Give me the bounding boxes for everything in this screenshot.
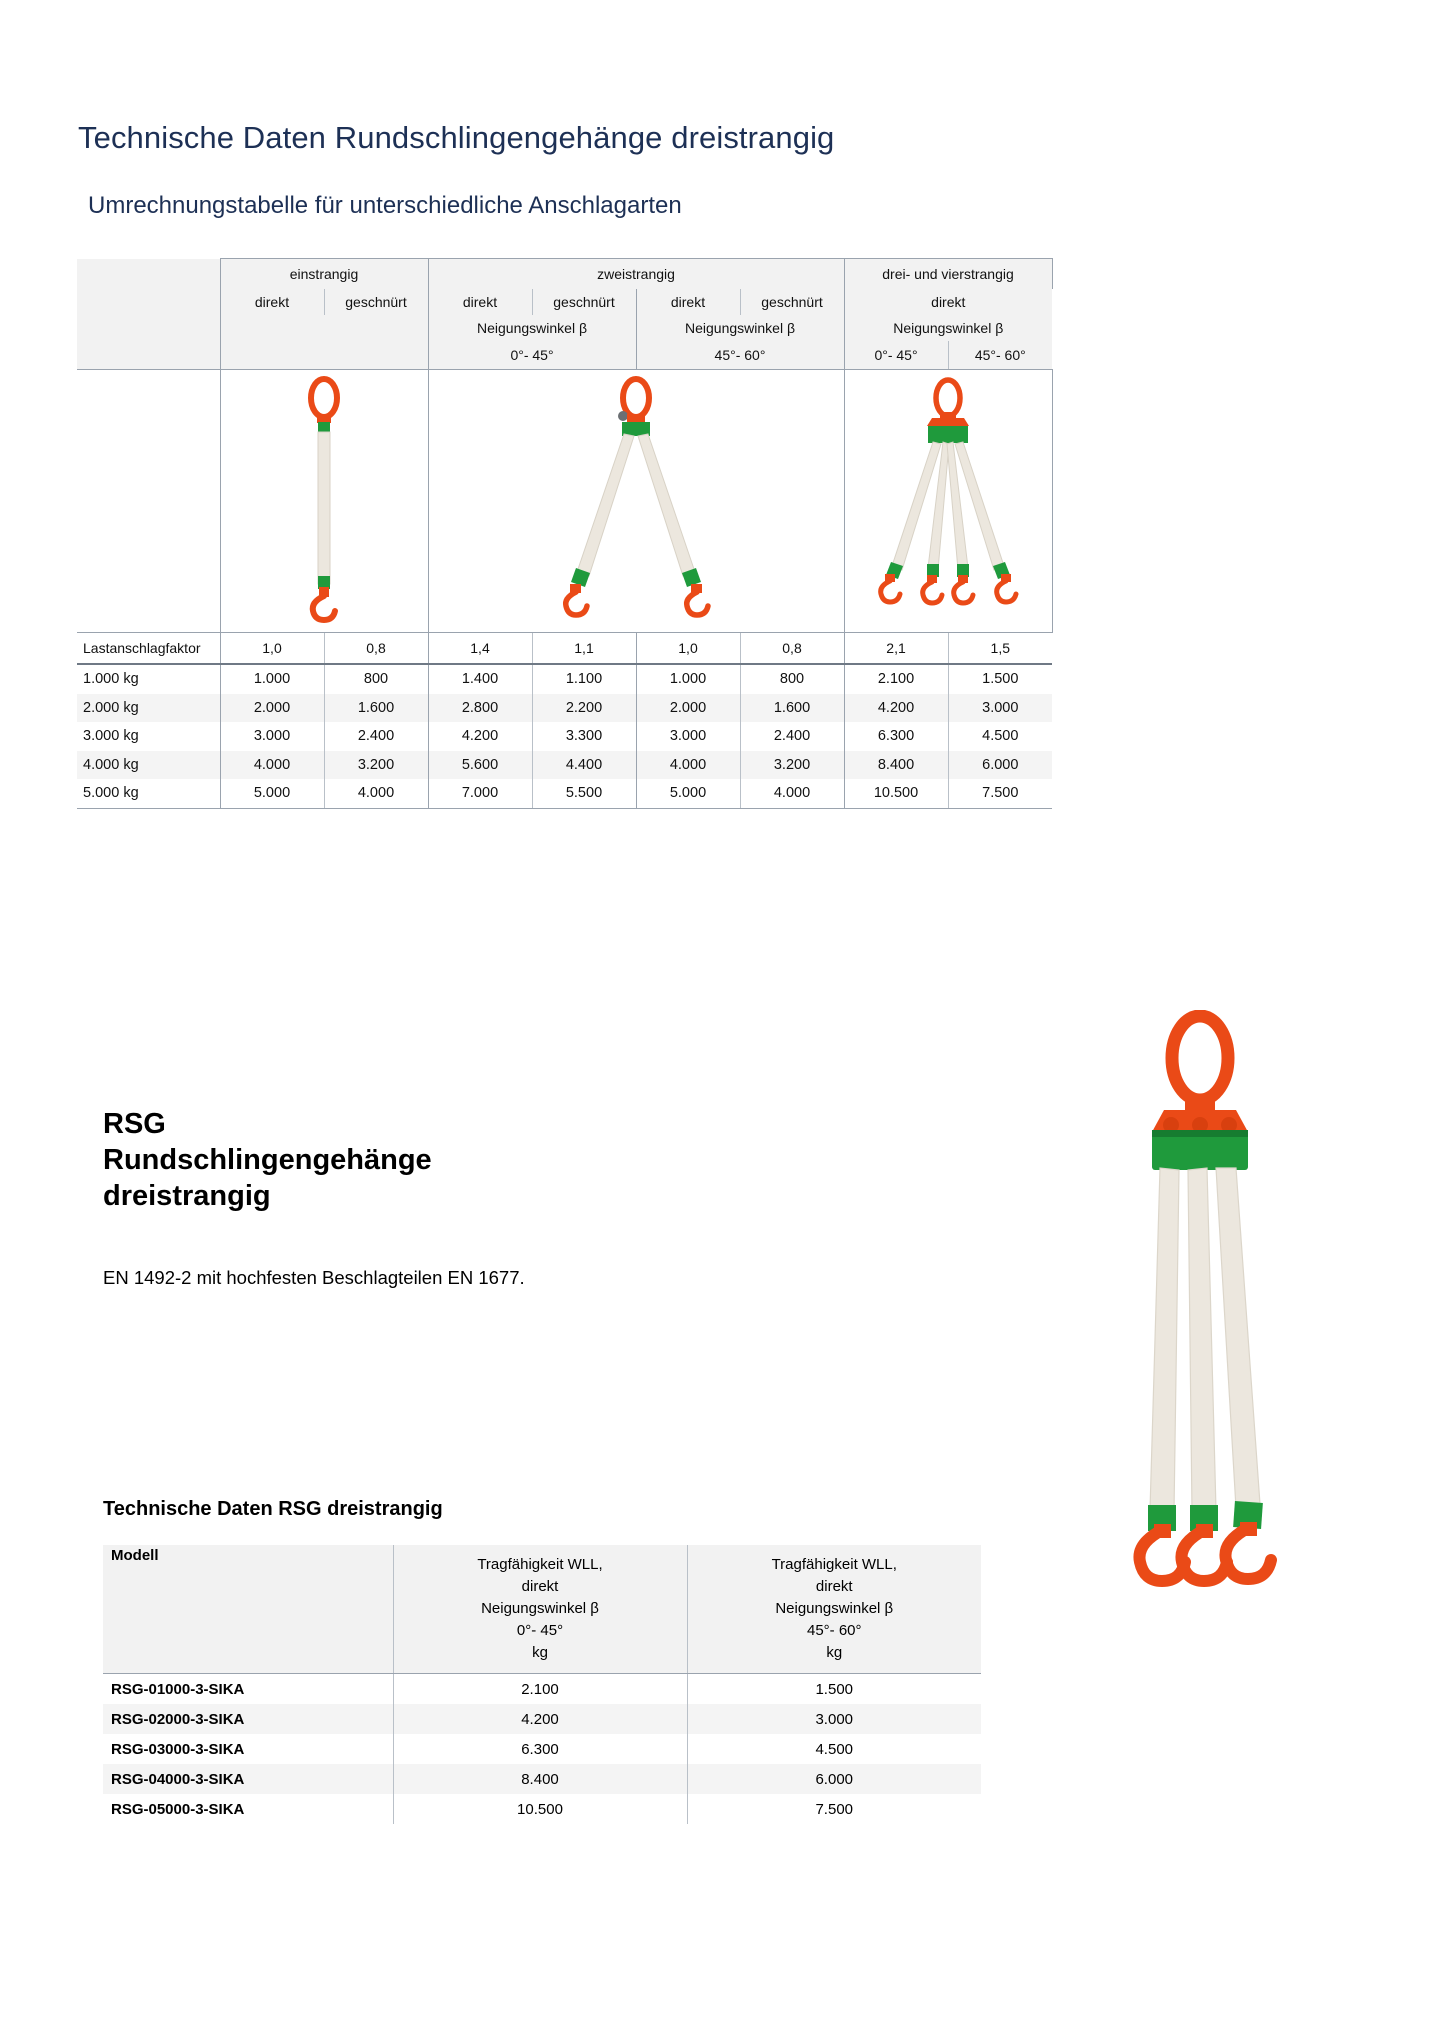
angle-label-zweistrangig-a: Neigungswinkel β	[428, 315, 636, 341]
group-header-zweistrangig: zweistrangig	[428, 259, 844, 290]
cell: 3.300	[532, 722, 636, 751]
cell: 5.600	[428, 751, 532, 780]
row-label: 1.000 kg	[83, 671, 139, 688]
spec-col-header-modell: Modell	[103, 1545, 393, 1674]
spec-header-row	[103, 1545, 981, 1674]
cell: 6.000	[948, 751, 1052, 780]
cell: 7.000	[428, 779, 532, 808]
row-label: 2.000 kg	[77, 694, 220, 723]
table-mode-header-row	[77, 289, 1052, 315]
mode-header-3-geschnuert: geschnürt	[740, 289, 844, 315]
spec-table-row	[103, 1734, 981, 1764]
cell: 4.000	[324, 779, 428, 808]
table-row	[77, 751, 1052, 780]
cell: 1.600	[324, 694, 428, 723]
product-name-line2: Rundschlingengehänge	[103, 1144, 432, 1176]
spec-wll-45-60: 3.000	[687, 1704, 981, 1734]
corner-cell	[77, 259, 220, 290]
illustration-single-leg	[220, 370, 428, 633]
factor-value-2: 0,8	[324, 633, 428, 665]
group-header-einstrangig: einstrangig	[220, 259, 428, 290]
cell: 3.200	[740, 751, 844, 780]
mode-header-2-geschnuert: geschnürt	[532, 289, 636, 315]
angle-value-0-45-a: 0°- 45°	[428, 341, 636, 370]
spec-table-row	[103, 1764, 981, 1794]
cell: 2.200	[532, 694, 636, 723]
cell: 4.500	[948, 722, 1052, 751]
cell: 1.000	[636, 664, 740, 694]
cell: 2.400	[324, 722, 428, 751]
spec-wll-0-45: 10.500	[393, 1794, 687, 1824]
empty-cell	[220, 315, 324, 341]
cell: 800	[740, 664, 844, 694]
spec-wll-45-60: 7.500	[815, 1800, 854, 1818]
table-row	[77, 664, 1052, 694]
cell: 10.500	[844, 779, 948, 808]
table-angle-label-row	[77, 315, 1052, 341]
spec-col-header-wll-0-45	[393, 1545, 687, 1674]
product-name-line1: RSG	[103, 1108, 166, 1140]
empty-cell	[220, 341, 324, 370]
table-group-header-row	[77, 259, 1052, 290]
wll-line-1: Tragfähigkeit WLL,	[771, 1556, 897, 1573]
cell: 6.300	[877, 728, 915, 745]
cell: 5.000	[636, 779, 740, 808]
mode-header-4-direkt: direkt	[844, 289, 1052, 315]
cell: 7.500	[948, 779, 1052, 808]
angle-value-45-60-b: 45°- 60°	[948, 341, 1052, 370]
cell: 1.600	[740, 694, 844, 723]
cell: 5.500	[532, 779, 636, 808]
spec-table-title: Technische Daten RSG dreistrangig	[103, 1498, 443, 1520]
spec-wll-45-60: 4.500	[815, 1740, 854, 1758]
cell: 2.100	[877, 671, 915, 688]
cell: 1.500	[948, 664, 1052, 694]
spec-wll-45-60: 1.500	[815, 1680, 854, 1698]
row-label: 3.000 kg	[83, 728, 139, 745]
wll-line-2: direkt	[815, 1578, 853, 1595]
cell: 1.000	[220, 664, 324, 694]
group-header-drei-vierstrangig: drei- und vierstrangig	[844, 259, 1052, 290]
spec-table-container	[103, 1545, 981, 1824]
spec-table-row	[103, 1704, 981, 1734]
factor-value-3: 1,4	[428, 633, 532, 665]
empty-cell	[77, 341, 220, 370]
spec-model: RSG-03000-3-SIKA	[103, 1734, 393, 1764]
factor-value-5: 1,0	[636, 633, 740, 665]
factor-value-8: 1,5	[948, 633, 1052, 665]
table-factor-row	[77, 633, 1052, 665]
angle-value-45-60-a: 45°- 60°	[636, 341, 844, 370]
cell: 4.200	[461, 728, 499, 745]
cell: 4.400	[532, 751, 636, 780]
wll-line-5: kg	[532, 1644, 548, 1661]
illustration-two-leg	[428, 370, 844, 633]
cell: 4.000	[220, 751, 324, 780]
empty-cell	[324, 341, 428, 370]
empty-cell	[77, 289, 220, 315]
illustration-four-leg	[844, 370, 1052, 633]
spec-wll-0-45: 4.200	[393, 1704, 687, 1734]
wll-line-4: 45°- 60°	[806, 1622, 862, 1639]
table-angle-values-row	[77, 341, 1052, 370]
table-row	[77, 722, 1052, 751]
angle-value-0-45-b: 0°- 45°	[844, 341, 948, 370]
cell: 4.000	[636, 751, 740, 780]
cell: 2.000	[220, 694, 324, 723]
conversion-table-subtitle: Umrechnungstabelle für unterschiedliche Anschlagarten	[88, 192, 682, 219]
cell: 800	[324, 664, 428, 694]
spec-table-row	[103, 1794, 981, 1824]
product-name-block	[103, 1106, 432, 1214]
wll-line-2: direkt	[521, 1578, 559, 1595]
cell: 1.400	[461, 671, 499, 688]
cell: 3.200	[324, 751, 428, 780]
spec-table	[103, 1545, 981, 1824]
empty-cell	[77, 315, 220, 341]
factor-row-label: Lastanschlagfaktor	[77, 633, 220, 665]
angle-label-dreistrangig: Neigungswinkel β	[844, 315, 1052, 341]
three-leg-roundsling-illustration	[1040, 1010, 1360, 1625]
factor-value-7: 2,1	[844, 633, 948, 665]
spec-wll-0-45: 2.100	[393, 1674, 687, 1705]
wll-line-3: Neigungswinkel β	[775, 1600, 894, 1617]
table-illustration-row	[77, 370, 1052, 633]
cell: 5.000	[220, 779, 324, 808]
spec-col-header-wll-45-60	[687, 1545, 981, 1674]
spec-model: RSG-05000-3-SIKA	[103, 1794, 393, 1824]
cell: 4.200	[844, 694, 948, 723]
mode-header-3-direkt: direkt	[636, 289, 740, 315]
product-standard-text: EN 1492-2 mit hochfesten Beschlagteilen EN 1677.	[103, 1267, 525, 1288]
row-label: 4.000 kg	[77, 751, 220, 780]
factor-value-1: 1,0	[220, 633, 324, 665]
cell: 2.000	[636, 694, 740, 723]
spec-wll-0-45: 6.300	[393, 1734, 687, 1764]
table-row	[77, 694, 1052, 723]
wll-line-5: kg	[826, 1644, 843, 1661]
page-title: Technische Daten Rundschlingengehänge dreistrangig	[78, 120, 835, 155]
table-row	[77, 779, 1052, 808]
spec-model: RSG-01000-3-SIKA	[103, 1674, 393, 1705]
illustration-empty-cell	[77, 370, 220, 633]
factor-value-6: 0,8	[740, 633, 844, 665]
factor-value-4: 1,1	[532, 633, 636, 665]
mode-header-1-direkt: direkt	[220, 289, 324, 315]
mode-header-2-direkt: direkt	[428, 289, 532, 315]
cell: 3.000	[948, 694, 1052, 723]
spec-wll-45-60: 6.000	[687, 1764, 981, 1794]
cell: 1.100	[532, 664, 636, 694]
spec-table-row	[103, 1674, 981, 1705]
wll-line-3: Neigungswinkel β	[481, 1600, 599, 1617]
cell: 3.000	[636, 722, 740, 751]
angle-label-zweistrangig-b: Neigungswinkel β	[636, 315, 844, 341]
empty-cell	[324, 315, 428, 341]
conversion-table-container	[77, 258, 1052, 809]
spec-model: RSG-04000-3-SIKA	[103, 1764, 393, 1794]
product-name-line3: dreistrangig	[103, 1180, 271, 1212]
cell: 3.000	[220, 722, 324, 751]
cell: 2.400	[740, 722, 844, 751]
cell: 2.800	[428, 694, 532, 723]
wll-line-1: Tragfähigkeit WLL,	[477, 1556, 603, 1573]
spec-wll-0-45: 8.400	[393, 1764, 687, 1794]
cell: 8.400	[844, 751, 948, 780]
row-label: 5.000 kg	[77, 779, 220, 808]
spec-model: RSG-02000-3-SIKA	[103, 1704, 393, 1734]
wll-line-4: 0°- 45°	[516, 1622, 564, 1639]
conversion-table	[77, 258, 1053, 809]
mode-header-1-geschnuert: geschnürt	[324, 289, 428, 315]
cell: 4.000	[740, 779, 844, 808]
